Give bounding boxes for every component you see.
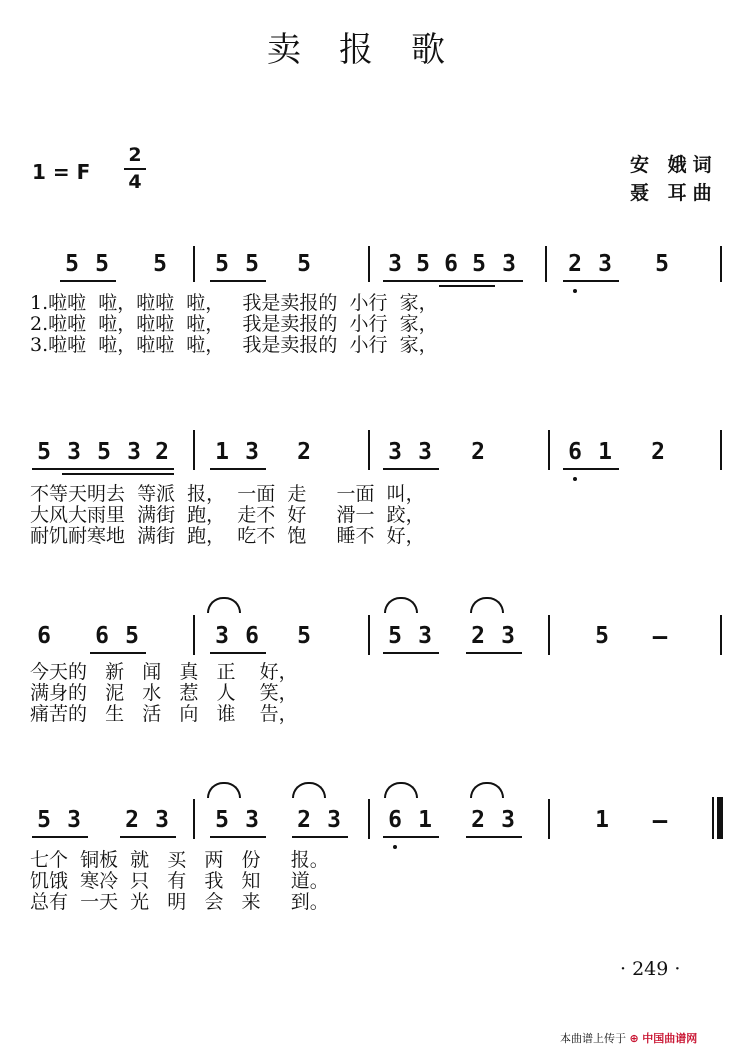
lyricist-credit: 安 娥词 — [630, 154, 718, 176]
bar-line — [368, 615, 370, 655]
bar-line — [720, 246, 722, 282]
note: 2 — [297, 439, 311, 465]
note: 1 — [598, 439, 612, 465]
note: 5 — [472, 251, 486, 277]
note: 3 — [127, 439, 141, 465]
eighth-underline — [383, 280, 523, 282]
note: 3 — [67, 439, 81, 465]
note: 5 — [245, 251, 259, 277]
note: 5 — [65, 251, 79, 277]
bar-line — [193, 615, 195, 655]
sixteenth-underline — [439, 285, 495, 287]
note: 2 — [297, 807, 311, 833]
slur-mark — [384, 782, 418, 798]
bar-line — [548, 430, 550, 470]
lyric-verse-1: 1.啦啦 啦，啦啦 啦， 我是卖报的 小行 家， — [30, 292, 438, 314]
bar-line — [193, 246, 195, 282]
note: 2 — [471, 623, 485, 649]
time-signature-top: 2 — [128, 144, 142, 166]
bar-line — [368, 246, 370, 282]
eighth-underline — [210, 652, 266, 654]
note: 5 — [595, 623, 609, 649]
note: 5 — [388, 623, 402, 649]
note: 5 — [215, 807, 229, 833]
eighth-underline — [120, 836, 176, 838]
bar-line — [720, 615, 722, 655]
note: 2 — [155, 439, 169, 465]
note: 1 — [418, 807, 432, 833]
key-signature: 1 = F — [32, 160, 91, 184]
note: 3 — [388, 251, 402, 277]
time-signature-line — [124, 168, 146, 170]
sustain-dash: – — [652, 806, 668, 834]
slur-mark — [207, 597, 241, 613]
eighth-underline — [210, 468, 266, 470]
bar-line — [368, 799, 370, 839]
note: 6 — [388, 807, 402, 833]
slur-mark — [384, 597, 418, 613]
lyric-verse-3: 3.啦啦 啦，啦啦 啦， 我是卖报的 小行 家， — [30, 334, 438, 356]
note: 3 — [215, 623, 229, 649]
note: 2 — [125, 807, 139, 833]
note: 3 — [418, 439, 432, 465]
note: 3 — [598, 251, 612, 277]
note: 3 — [67, 807, 81, 833]
lyric-verse-3: 总有 一天 光 明 会 来 到。 — [30, 891, 329, 913]
footer-site-name[interactable]: 中国曲谱网 — [642, 1032, 698, 1045]
note: 2 — [651, 439, 665, 465]
eighth-underline — [383, 836, 439, 838]
footer-text: 本曲谱上传于 — [560, 1032, 626, 1045]
note: 5 — [95, 251, 109, 277]
note: 5 — [37, 439, 51, 465]
note: 2 — [568, 251, 582, 277]
note: 5 — [297, 251, 311, 277]
note: 5 — [215, 251, 229, 277]
lyric-verse-3: 痛苦的 生 活 向 谁 告， — [30, 703, 298, 725]
slur-mark — [470, 597, 504, 613]
note: 1 — [215, 439, 229, 465]
note: 6 — [37, 623, 51, 649]
lyric-verse-3: 耐饥耐寒地 满街 跑， 吃不 饱 睡不 好， — [30, 525, 425, 547]
note: 5 — [153, 251, 167, 277]
eighth-underline — [383, 652, 439, 654]
eighth-underline — [32, 836, 88, 838]
eighth-underline — [32, 468, 174, 470]
eighth-underline — [292, 836, 348, 838]
lyric-verse-2: 大风大雨里 满街 跑， 走不 好 滑一 跤， — [30, 504, 425, 526]
eighth-underline — [210, 836, 266, 838]
footer-credit — [560, 1030, 697, 1046]
sustain-dash: – — [652, 622, 668, 650]
low-octave-dot — [573, 477, 577, 481]
bar-line — [193, 799, 195, 839]
slur-mark — [470, 782, 504, 798]
bar-line — [193, 430, 195, 470]
lyric-verse-1: 今天的 新 闻 真 正 好， — [30, 661, 298, 683]
note: 6 — [444, 251, 458, 277]
note: 2 — [471, 439, 485, 465]
note: 5 — [37, 807, 51, 833]
page-number: · 249 · — [620, 958, 681, 980]
eighth-underline — [466, 836, 522, 838]
slur-mark — [207, 782, 241, 798]
sixteenth-underline — [62, 473, 174, 475]
note: 6 — [245, 623, 259, 649]
eighth-underline — [383, 468, 439, 470]
note: 5 — [125, 623, 139, 649]
note: 3 — [245, 439, 259, 465]
eighth-underline — [60, 280, 116, 282]
slur-mark — [292, 782, 326, 798]
note: 3 — [501, 807, 515, 833]
note: 3 — [418, 623, 432, 649]
bar-line — [545, 246, 547, 282]
note: 5 — [655, 251, 669, 277]
note: 3 — [155, 807, 169, 833]
song-title: 卖报歌 — [267, 30, 483, 70]
composer-credit: 聂 耳曲 — [630, 182, 718, 204]
eighth-underline — [563, 280, 619, 282]
note: 5 — [297, 623, 311, 649]
eighth-underline — [563, 468, 619, 470]
note: 3 — [388, 439, 402, 465]
note: 3 — [327, 807, 341, 833]
note: 6 — [568, 439, 582, 465]
note: 3 — [502, 251, 516, 277]
eighth-underline — [210, 280, 266, 282]
eighth-underline — [90, 652, 146, 654]
time-signature-bottom: 4 — [128, 171, 142, 193]
note: 6 — [95, 623, 109, 649]
final-bar-thin — [712, 797, 714, 839]
note: 2 — [471, 807, 485, 833]
lyric-verse-1: 七个 铜板 就 买 两 份 报。 — [30, 849, 329, 871]
low-octave-dot — [573, 289, 577, 293]
bar-line — [368, 430, 370, 470]
eighth-underline — [466, 652, 522, 654]
lyric-verse-2: 2.啦啦 啦，啦啦 啦， 我是卖报的 小行 家， — [30, 313, 438, 335]
bar-line — [720, 430, 722, 470]
low-octave-dot — [393, 845, 397, 849]
note: 3 — [501, 623, 515, 649]
note: 3 — [245, 807, 259, 833]
bar-line — [548, 615, 550, 655]
bar-line — [548, 799, 550, 839]
note: 1 — [595, 807, 609, 833]
lyric-verse-2: 满身的 泥 水 惹 人 笑， — [30, 682, 298, 704]
final-bar-thick — [717, 797, 723, 839]
lyric-verse-1: 不等天明去 等派 报， 一面 走 一面 叫， — [30, 483, 425, 505]
note: 5 — [97, 439, 111, 465]
site-logo-icon: ⊕ — [629, 1032, 639, 1045]
lyric-verse-2: 饥饿 寒冷 只 有 我 知 道。 — [30, 870, 329, 892]
note: 5 — [416, 251, 430, 277]
